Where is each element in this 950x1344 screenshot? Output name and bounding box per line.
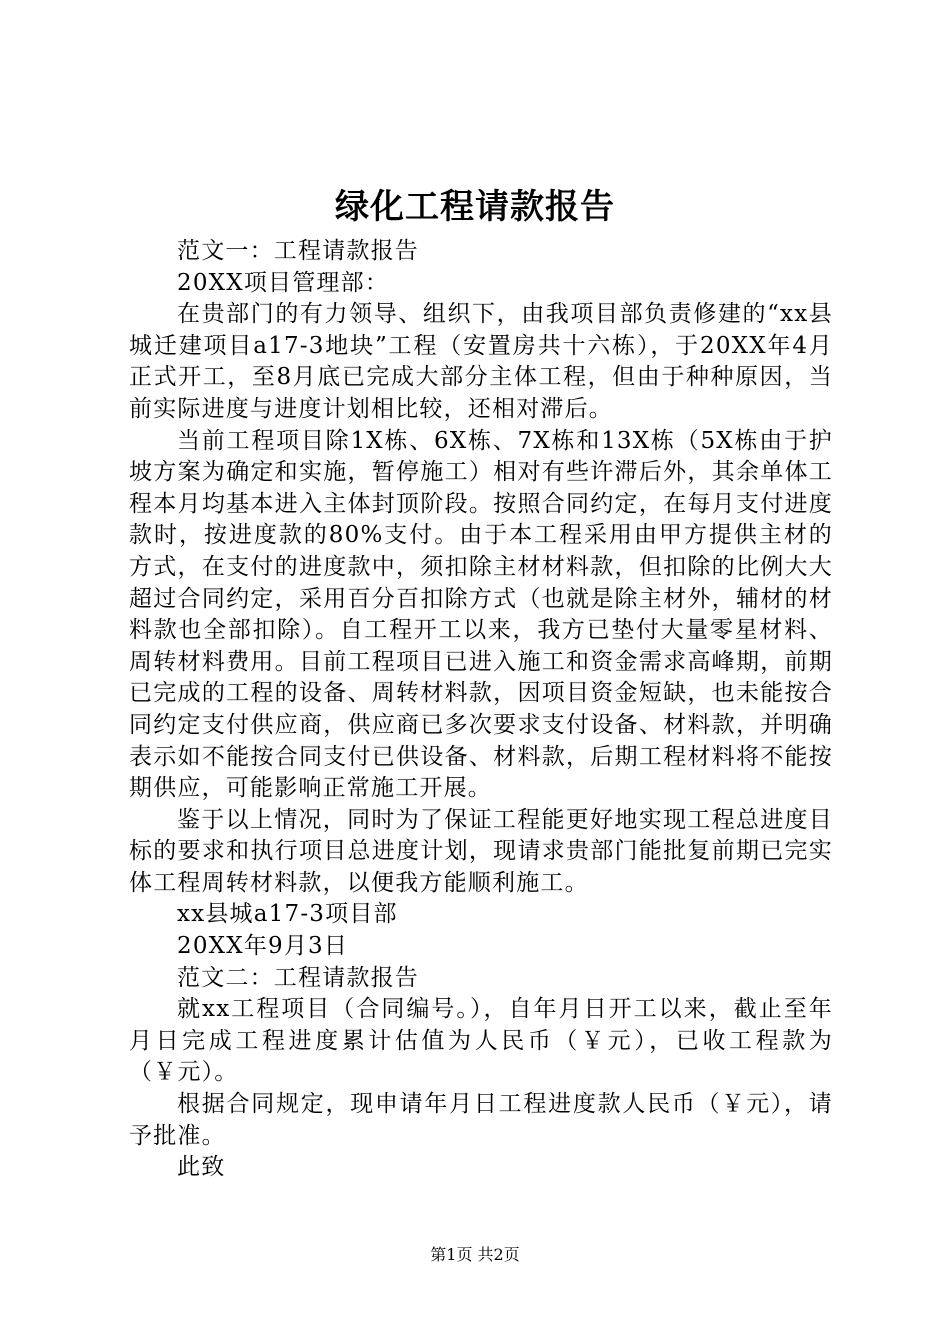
paragraph-intro: 在贵部门的有力领导、组织下，由我项目部负责修建的“xx县城迁建项目a17-3地块”工程（安置房共十六栋），于20XX年4月正式开工，至8月底已完成大部分主体工程，但由于种种原因，当前实际进度与进度计划相比较，还相对滞后。	[129, 301, 833, 422]
paragraph-progress: 当前工程项目除1X栋、6X栋、7X栋和13X栋（5X栋由于护坡方案为确定和实施，暂停施工）相对有些许滞后外，其余单体工程本月均基本进入主体封顶阶段。按照合同约定，在每月支付进度款时，按进度款的80%支付。由于本工程采用由甲方提供主材的方式，在支付的进度款中，须扣除主材材料款，但扣除的比例大大超过合同约定，采用百分百扣除方式（也就是除主材外，辅材的材料款也全部扣除）。自工程开工以来，我方已垫付大量零星材料、周转材料费用。目前工程项目已进入施工和资金需求高峰期，前期已完成的工程的设备、周转材料款，因项目资金短缺，也未能按合同约定支付供应商，供应商已多次要求支付设备、材料款，并明确表示如不能按合同支付已供设备、材料款，后期工程材料将不能按期供应，可能影响正常施工开展。	[129, 427, 833, 802]
paragraph-request: 鉴于以上情况，同时为了保证工程能更好地实现工程总进度目标的要求和执行项目总进度计划，现请求贵部门能批复前期已完实体工程周转材料款，以便我方能顺利施工。	[129, 806, 833, 896]
paragraph-signature-org: xx县城a17-3项目部	[177, 901, 398, 928]
page-footer: 第1页 共2页	[430, 1245, 520, 1264]
paragraph-sample-one-heading: 范文一：工程请款报告	[177, 238, 419, 264]
paragraph-salutation: 20XX项目管理部：	[177, 269, 390, 296]
document-body	[129, 236, 833, 1184]
paragraph-closing: 此致	[177, 1154, 226, 1181]
paragraph-sample-two-heading: 范文二：工程请款报告	[177, 964, 419, 991]
paragraph-sample-two-request: 根据合同规定，现申请年月日工程进度款人民币（￥元），请予批准。	[129, 1091, 833, 1149]
paragraph-sample-two-body: 就xx工程项目（合同编号。），自年月日开工以来，截止至年月日完成工程进度累计估值为人民币（￥元），已收工程款为（￥元）。	[129, 996, 833, 1086]
document-title: 绿化工程请款报告	[335, 187, 615, 227]
paragraph-signature-date: 20XX年9月3日	[177, 933, 349, 960]
